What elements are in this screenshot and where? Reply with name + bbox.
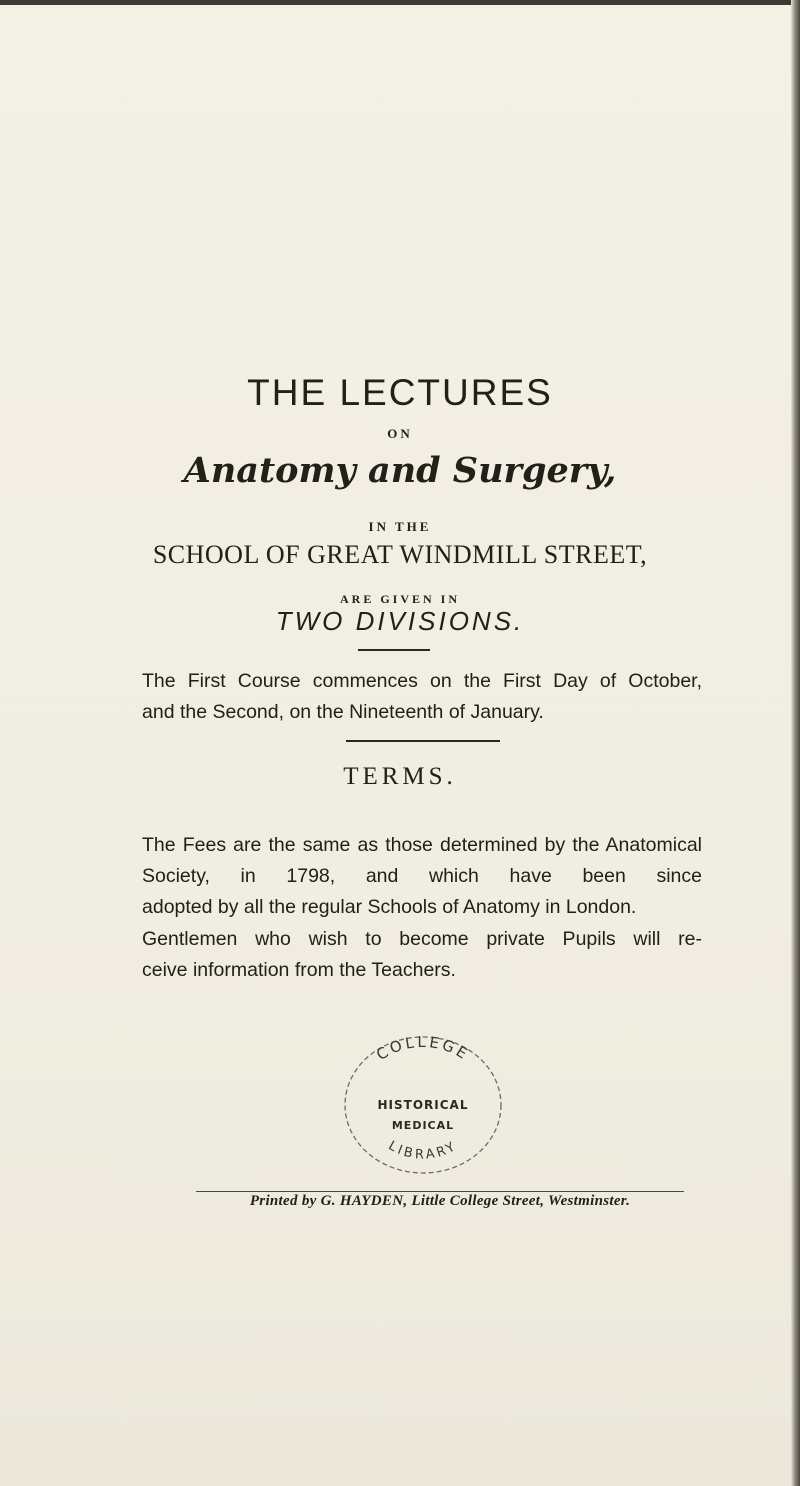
stamp-line-medical: MEDICAL xyxy=(391,1119,455,1132)
page-top-edge xyxy=(0,0,800,5)
first-course-line-2: and the Second, on the Nineteenth of January. xyxy=(142,701,544,723)
stamp-arc-bottom: LIBRARY xyxy=(385,1138,461,1163)
bleed-through-shadow xyxy=(0,160,800,287)
printer-imprint: Printed by G. HAYDEN, Little College Street, Westminster. xyxy=(249,1193,631,1209)
divisions-heading: TWO DIVISIONS. xyxy=(275,606,525,636)
fees-line-2: Anatomical Society, in 1798, and which have been since xyxy=(142,834,703,887)
long-rule xyxy=(346,740,500,742)
are-given-in-label: ARE GIVEN IN xyxy=(339,592,460,606)
fees-line-1: The Fees are the same as those determined by the xyxy=(142,834,600,856)
short-rule xyxy=(358,649,430,651)
terms-heading: TERMS. xyxy=(343,763,457,790)
fees-paragraph xyxy=(142,830,702,923)
gentlemen-line-2: ceive information from the Teachers. xyxy=(142,959,456,981)
stamp-line-historical: HISTORICAL xyxy=(377,1098,469,1112)
gentlemen-line-1: Gentlemen who wish to become private Pupils will re- xyxy=(142,928,702,950)
first-course-line-1: The First Course commences on the First Day of October, xyxy=(142,670,702,692)
imprint-rule xyxy=(196,1191,684,1192)
in-the-label: IN THE xyxy=(368,519,432,534)
first-course-paragraph xyxy=(142,666,702,728)
on-label: ON xyxy=(387,426,413,441)
page-title: THE LECTURES xyxy=(247,372,553,413)
fees-line-3: adopted by all the regular Schools of Anatomy in London. xyxy=(142,896,637,918)
school-name: SCHOOL OF GREAT WINDMILL STREET, xyxy=(152,540,648,569)
stamp-arc-top: COLLEGE xyxy=(373,1032,473,1065)
subject-heading: Anatomy and Surgery, xyxy=(183,450,617,491)
library-stamp xyxy=(328,1025,518,1185)
gentlemen-paragraph xyxy=(142,924,702,986)
